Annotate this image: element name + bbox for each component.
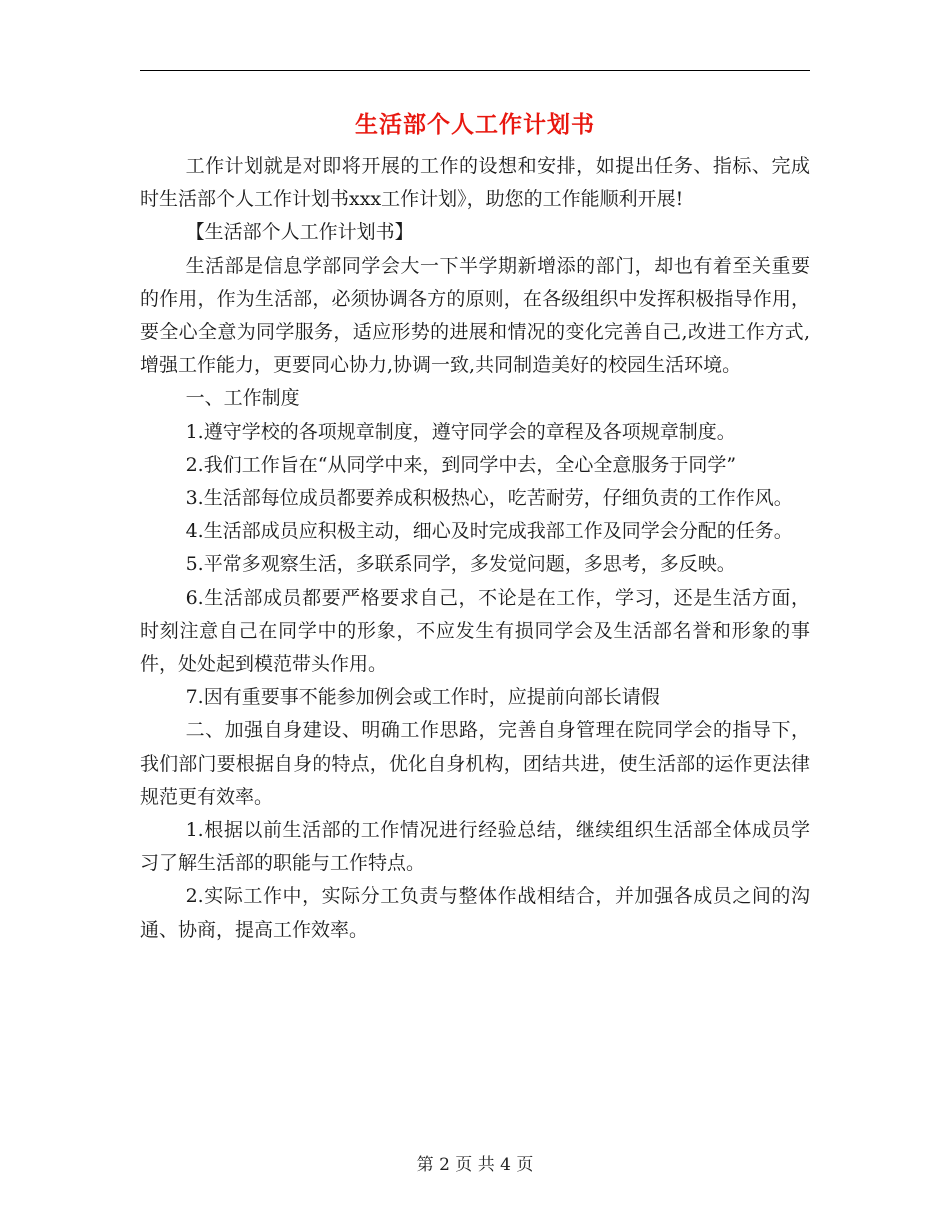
paragraph-department-intro: 生活部是信息学部同学会大一下半学期新增添的部门，却也有着至关重要的作用，作为生活部，必须协调各方的原则，在各级组织中发挥积极指导作用，要全心全意为同学服务，适应形势的进展和情况的变化完善自己,改进工作方式,增强工作能力，更要同心协力,协调一致,共同制造美好的校园生活环境。	[140, 254, 810, 377]
heading-self-building: 二、加强自身建设、明确工作思路，完善自身管理在院同学会的指导下，我们部门要根据自身的特点，优化自身机构，团结共进，使生活部的运作更法律规范更有效率。	[140, 719, 810, 808]
list-item: 1.遵守学校的各项规章制度，遵守同学会的章程及各项规章制度。	[185, 420, 736, 443]
paragraph-section-heading: 【生活部个人工作计划书】	[185, 221, 414, 244]
header-rule	[140, 70, 810, 71]
list-item: 5.平常多观察生活，多联系同学，多发觉问题，多思考，多反映。	[185, 553, 736, 576]
list-item: 1.根据以前生活部的工作情况进行经验总结，继续组织生活部全体成员学习了解生活部的职能与工作特点。	[140, 819, 810, 875]
heading-work-system: 一、工作制度	[185, 387, 300, 410]
list-item: 6.生活部成员都要严格要求自己，不论是在工作，学习，还是生活方面，时刻注意自己在同学中的形象，不应发生有损同学会及生活部名誉和形象的事件，处处起到模范带头作用。	[140, 586, 810, 676]
document-body	[140, 150, 810, 947]
page-number	[0, 1153, 950, 1177]
page-number-label: 第 2 页 共 4 页	[416, 1155, 534, 1175]
list-item: 7.因有重要事不能参加例会或工作时，应提前向部长请假	[185, 686, 660, 709]
document-title: 生活部个人工作计划书	[355, 111, 595, 138]
list-item: 4.生活部成员应积极主动，细心及时完成我部工作及同学会分配的任务。	[185, 520, 793, 543]
list-item: 2.我们工作旨在“从同学中来，到同学中去，全心全意服务于同学”	[185, 453, 737, 476]
list-item: 3.生活部每位成员都要养成积极热心，吃苦耐劳，仔细负责的工作作风。	[185, 487, 793, 510]
list-item: 2.实际工作中，实际分工负责与整体作战相结合，并加强各成员之间的沟通、协商，提高工作效率。	[140, 885, 810, 941]
paragraph-intro: 工作计划就是对即将开展的工作的设想和安排，如提出任务、指标、完成时生活部个人工作计划书xxx工作计划》，助您的工作能顺利开展!	[140, 155, 810, 211]
